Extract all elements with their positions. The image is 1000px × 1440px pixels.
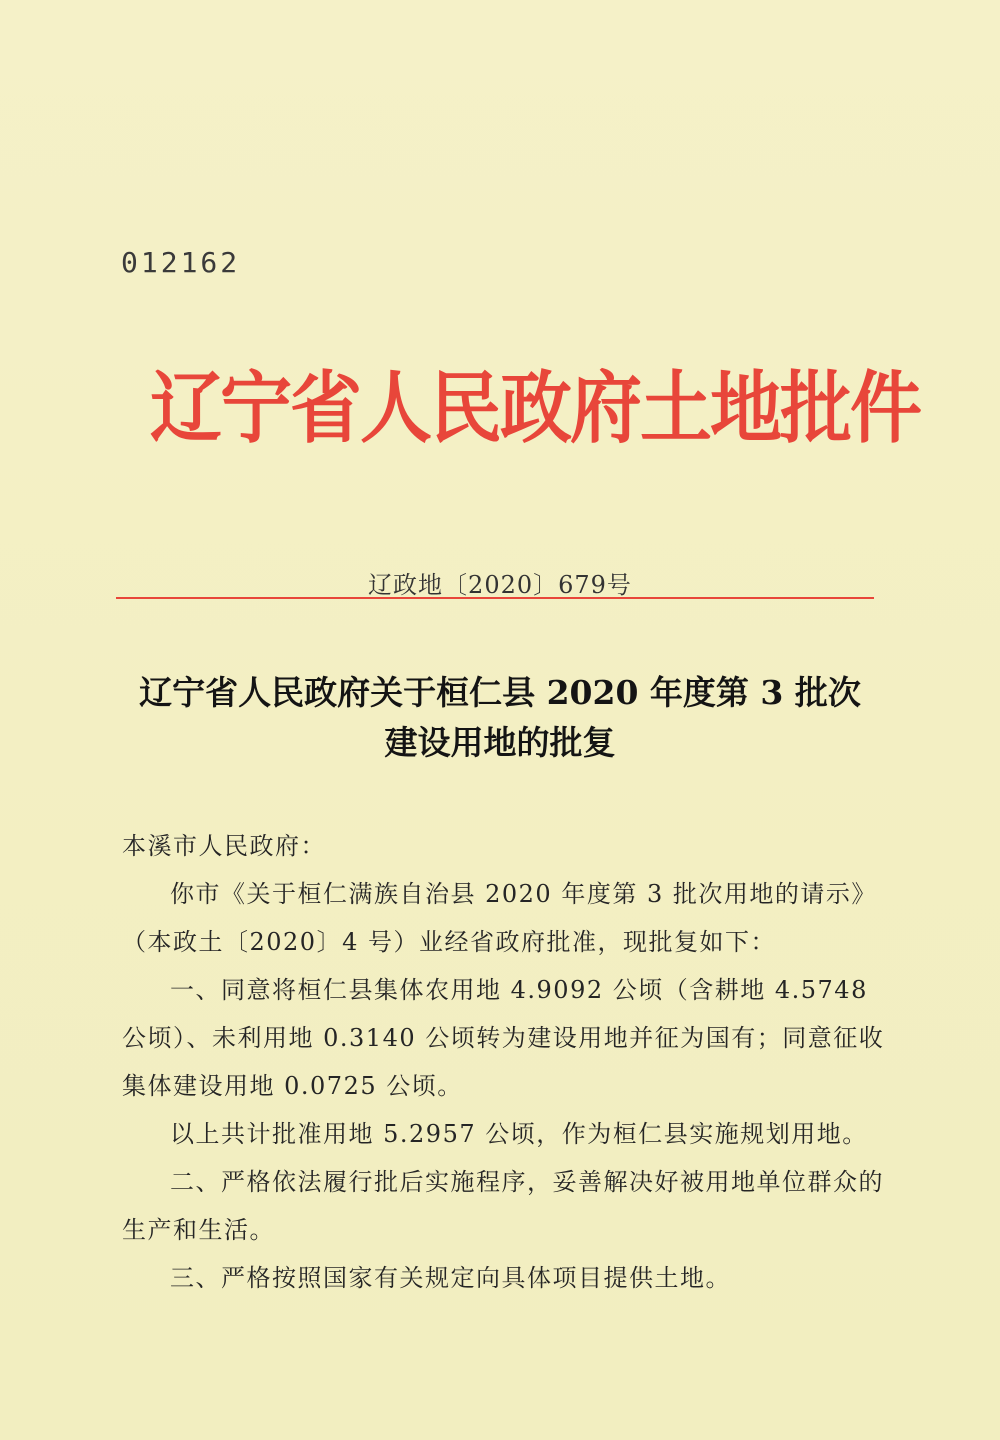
body-paragraph: 二、严格依法履行批后实施程序，妥善解决好被用地单位群众的生产和生活。 — [122, 1168, 884, 1244]
document-title — [100, 668, 900, 768]
body-paragraph: 你市《关于桓仁满族自治县 2020 年度第 3 批次用地的请示》（本政土〔2020〕4 号）业经省政府批准，现批复如下： — [122, 880, 877, 956]
title-line-2: 建设用地的批复 — [384, 723, 616, 762]
title-line-1: 辽宁省人民政府关于桓仁县 2020 年度第 3 批次 — [139, 673, 861, 712]
document-body — [122, 822, 892, 1302]
body-paragraph: 以上共计批准用地 5.2957 公顷，作为桓仁县实施规划用地。 — [170, 1120, 868, 1148]
body-paragraph: 一、同意将桓仁县集体农用地 4.9092 公顷（含耕地 4.5748 公顷）、未利用地 0.3140 公顷转为建设用地并征为国有；同意征收集体建设用地 0.0725 公顷。 — [122, 976, 885, 1100]
serial-number: 012162 — [121, 246, 241, 279]
red-divider-line — [116, 597, 874, 599]
document-number: 辽政地〔2020〕679号 — [368, 571, 632, 599]
body-paragraph: 三、严格按照国家有关规定向具体项目提供土地。 — [170, 1264, 731, 1292]
masthead-title: 辽宁省人民政府土地批件 — [150, 362, 921, 454]
salutation: 本溪市人民政府： — [122, 832, 326, 860]
